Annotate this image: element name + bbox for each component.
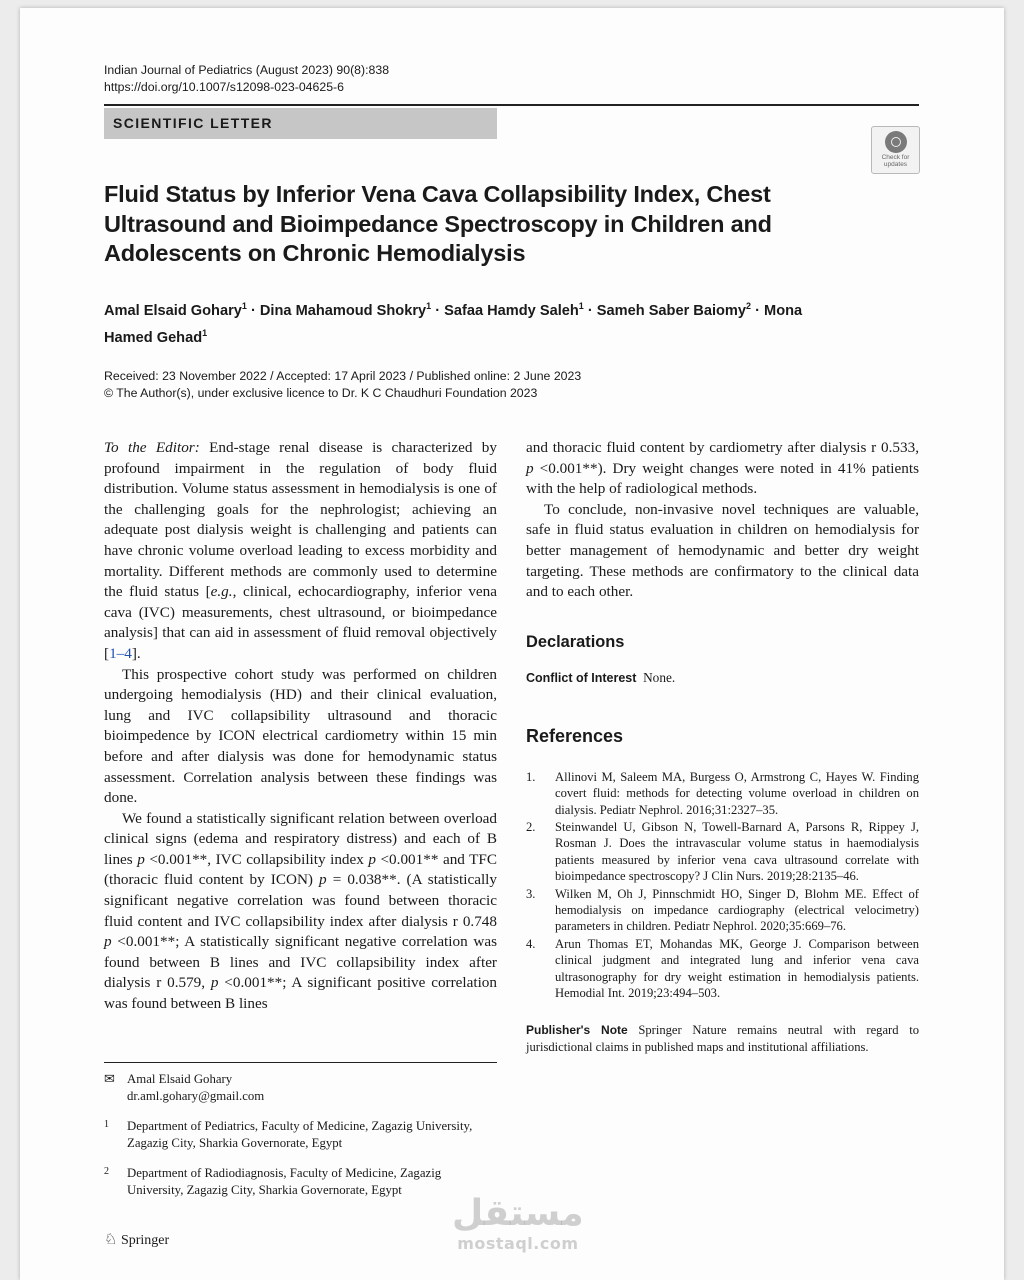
copyright-line: © The Author(s), under exclusive licence to Dr. K C Chaudhuri Foundation 2023 xyxy=(104,385,538,400)
reference-item[interactable]: 2. Steinwandel U, Gibson N, Towell-Barnard A, Parsons R, Rippey J, Rosman J. Does the intravascular volume status in haemodialysis patients measured by inferior vena cava ultrasound correlate with bioimpedance spectroscopy? J Clin Nurs. 2019;28:2135–46. xyxy=(526,819,919,884)
publisher-note: Publisher's Note Springer Nature remains neutral with regard to jurisdictional claims in published maps and institutional affiliations. xyxy=(526,1023,919,1054)
author-list: Amal Elsaid Gohary$^1$ · Dina Mahamoud Shokry$^1$ · Safaa Hamdy Saleh$^1$ · Sameh Saber Baiomy$^2$ · Mona Hamed Gehad$^1$ xyxy=(104,301,803,346)
paragraph-conclusion: To conclude, non-invasive novel techniques are valuable, safe in fluid status evaluation in children on hemodialysis for better management of hemodynamic and better dry weight targeting. These methods are confirmatory to the clinical data and to each other. xyxy=(526,500,919,601)
header-rule xyxy=(104,104,919,106)
affiliation-2: 2 Department of Radiodiagnosis, Faculty of Medicine, Zagazig University, Zagazig City, Sharkia Governorate, Egypt xyxy=(104,1166,442,1197)
citation-link[interactable]: 1–4 xyxy=(109,644,132,662)
declarations-heading: Declarations xyxy=(526,632,625,651)
history-dates: Received: 23 November 2022 / Accepted: 17 April 2023 / Published online: 2 June 2023 xyxy=(104,369,582,383)
article-title: Fluid Status by Inferior Vena Cava Collapsibility Index, Chest Ultrasound and Bioimpedance Spectroscopy in Children and Adolescents on Chronic Hemodialysis xyxy=(104,181,772,266)
paragraph-intro: To the Editor: End-stage renal disease is characterized by profound impairment in the regulation of body fluid distribution. Volume status assessment in hemodialysis is one of the challenging goals for the nephrologist; achieving an adequate post dialysis weight is challenging and patients can have chronic volume overload leading to excess morbidity and mortality. Different methods are commonly used to determine the fluid status [e.g., clinical, echocardiography, inferior vena cava (IVC) measurements, chest ultrasound, or bioimpedance analysis] that can aid in assessment of fluid removal objectively [1–4]. xyxy=(104,439,497,662)
affiliation-1: 1 Department of Pediatrics, Faculty of Medicine, Zagazig University, Zagazig City, Sharkia Governorate, Egypt xyxy=(104,1119,473,1150)
article-type-banner: SCIENTIFIC LETTER xyxy=(104,108,497,139)
article-page xyxy=(20,8,1004,1280)
body-right-column xyxy=(526,438,919,1055)
author[interactable]: Dina Mahamoud Shokry$^1$ xyxy=(259,301,432,319)
journal-header xyxy=(104,62,389,96)
footnote-rule xyxy=(104,1062,497,1063)
paragraph-methods: This prospective cohort study was performed on children undergoing hemodialysis (HD) and their clinical evaluation, lung and IVC collapsibility ultrasound and thoracic bioimpedence by ICON electrical cardiometry within 15 min before and after dialysis was done for hemodynamic status assessment. Correlation analysis between these findings was done. xyxy=(104,665,497,807)
paragraph-results: We found a statistically significant relation between overload clinical signs (edema and respiratory distress) and each of B lines p <0.001**, IVC collapsibility index p <0.001** and TFC (thoracic fluid content by ICON) p = 0.038**. (A statistically significant negative correlation was found between thoracic fluid content and IVC collapsibility index after dialysis r 0.748 p <0.001**; A statistically significant negative correlation was found between B lines and IVC collapsibility index after dialysis r 0.579, p <0.001**; A significant positive correlation was found between B lines xyxy=(104,809,497,1013)
publication-dates xyxy=(104,368,581,401)
paragraph-results-cont: and thoracic fluid content by cardiometry after dialysis r 0.533, p <0.001**). Dry weight changes were noted in 41% patients with the help of radiological methods. xyxy=(526,439,919,498)
reference-item[interactable]: 3. Wilken M, Oh J, Pinnschmidt HO, Singer D, Blohm ME. Effect of hemodialysis on impedance cardiography (electrical velocimetry) parameters in children. Pediatr Nephrol. 2020;35:669–76. xyxy=(526,886,919,934)
corresponding-author: ✉ Amal Elsaid Gohary dr.aml.gohary@gmail.com xyxy=(104,1071,497,1105)
journal-citation: Indian Journal of Pediatrics (August 2023) 90(8):838 xyxy=(104,63,390,77)
springer-logo[interactable]: ♘ Springer xyxy=(104,1232,170,1248)
body-left-column xyxy=(104,438,497,1015)
author[interactable]: Amal Elsaid Gohary$^1$ xyxy=(104,301,247,319)
author-email[interactable]: dr.aml.gohary@gmail.com xyxy=(127,1089,265,1103)
springer-horse-icon: ♘ xyxy=(104,1232,118,1248)
footnotes xyxy=(104,1071,497,1199)
doi-link[interactable]: https://doi.org/10.1007/s12098-023-04625-6 xyxy=(104,80,344,94)
check-for-updates-badge[interactable]: Check for updates xyxy=(871,126,920,174)
author[interactable]: Sameh Saber Baiomy$^2$ xyxy=(596,301,752,319)
crossmark-icon xyxy=(885,131,907,153)
reference-item[interactable]: 1. Allinovi M, Saleem MA, Burgess O, Armstrong C, Hayes W. Finding covert fluid: methods for detecting volume overload in children on dialysis. Pediatr Nephrol. 2016;31:2327–35. xyxy=(526,769,919,817)
envelope-icon: ✉ xyxy=(104,1071,115,1086)
conflict-of-interest: Conflict of Interest None. xyxy=(526,669,676,685)
author[interactable]: Safaa Hamdy Saleh$^1$ xyxy=(444,301,584,319)
reference-list xyxy=(526,769,919,1002)
reference-item[interactable]: 4. Arun Thomas ET, Mohandas MK, George J. Comparison between clinical judgment and integrated lung and inferior vena cava ultrasonography for dry weight estimation in hemodialysis patients. Hemodial Int. 2019;23:494–503. xyxy=(526,936,919,1001)
watermark: مستقل mostaql.com xyxy=(452,1193,584,1253)
references-heading: References xyxy=(526,725,624,746)
author[interactable]: Mona Hamed Gehad$^1$ xyxy=(104,302,803,346)
